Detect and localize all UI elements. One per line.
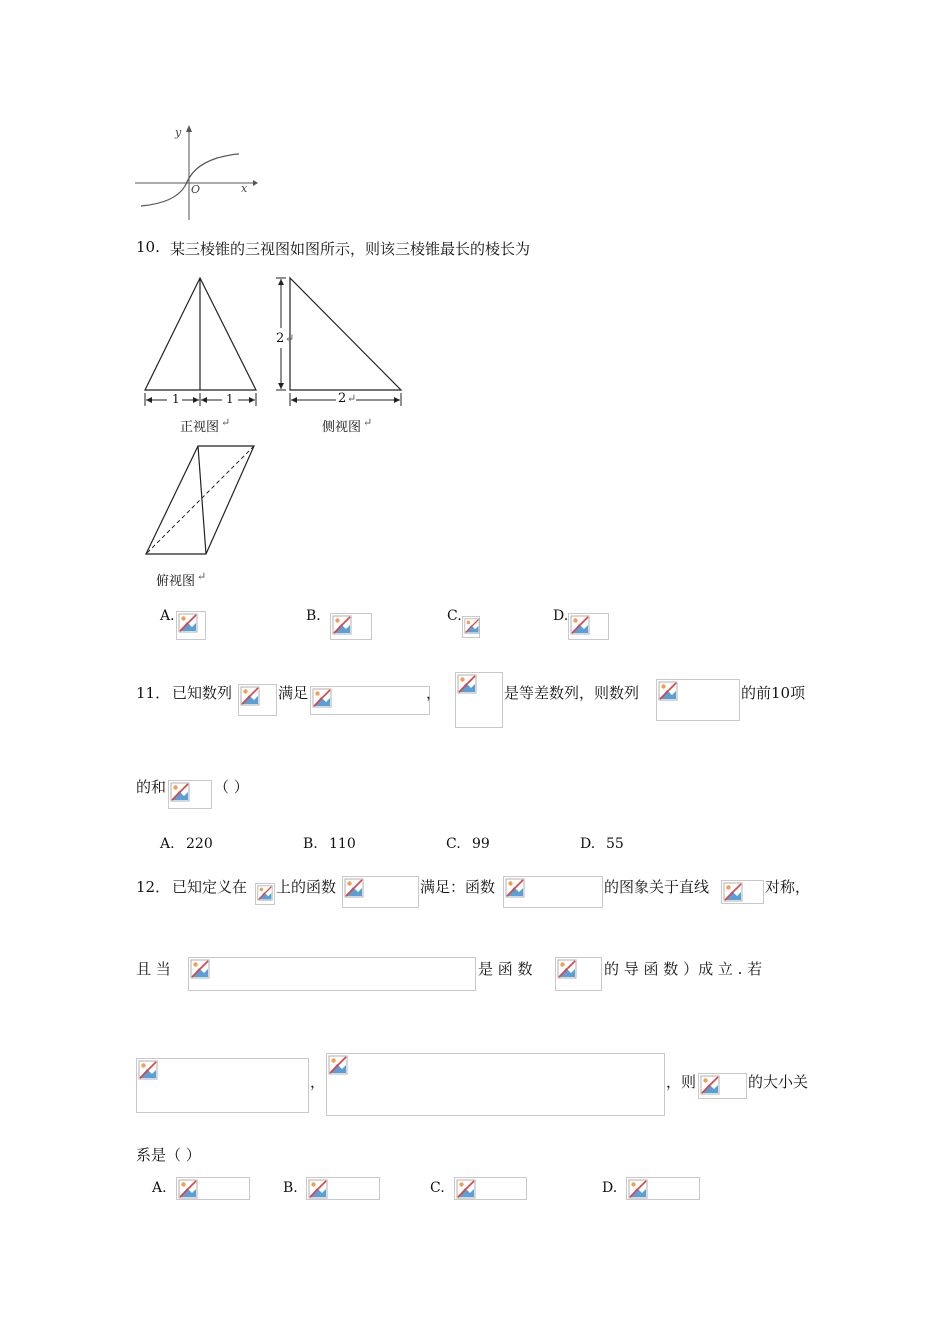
q11-option-d-label: D. [580,836,596,852]
q11-answer-paren: （ ） [214,778,249,796]
broken-image-icon [456,1179,476,1199]
q12-line2-text-3: 的 导 函 数 ）成 立 . 若 [604,960,763,978]
q12-option-a-label: A. [152,1180,167,1196]
q12-option-c-image [454,1177,527,1200]
return-mark: ↵ [363,416,373,429]
q10-option-d-image [568,613,609,640]
q12-formula-image-4 [721,880,764,904]
q10-option-b-label: B. [306,608,321,624]
broken-image-icon [344,878,364,898]
broken-image-icon [700,1075,720,1095]
broken-image-icon [190,959,210,979]
graph-x-label: x [241,182,248,195]
broken-image-icon [332,615,352,635]
q11-option-b-value: 110 [329,836,356,852]
q11-option-a-value: 220 [186,836,213,852]
broken-image-icon [240,686,260,706]
q11-number: 11． [136,684,171,702]
q12-option-b-label: B. [283,1180,298,1196]
graph-origin-label: O [191,183,201,196]
q12-size-relation: 的大小关 [748,1073,809,1091]
side-view-dim-base: 2 [338,391,347,406]
q10-option-b-image [330,613,372,640]
q10-option-a-image [176,611,206,640]
q12-option-c-label: C. [430,1180,445,1196]
q11-formula-image-4 [656,679,740,721]
q12-formula-image-6 [555,957,602,991]
q10-option-a-label: A. [160,608,175,624]
q12-option-b-image [306,1177,380,1200]
q12-line4: 系是（ ） [136,1146,201,1164]
side-view-label: 侧视图 [322,420,362,435]
broken-image-icon [557,959,577,979]
q11-formula-image-3 [455,672,503,728]
q12-formula-image-1 [255,883,275,905]
broken-image-icon [505,878,525,898]
q10-option-c-image [462,616,480,638]
broken-image-icon [457,674,477,694]
q12-line2-text-1: 且 当 [136,960,171,978]
broken-image-icon [178,1179,198,1199]
q12-text-1: 已知定义在 [172,878,248,896]
broken-image-icon [658,681,678,701]
q10-option-d-label: D. [553,608,569,624]
broken-image-icon [328,1055,348,1075]
q11-option-c-value: 99 [472,836,490,852]
return-mark: ↵ [221,416,231,429]
broken-image-icon [464,618,480,634]
q10-stem: 某三棱锥的三视图如图所示，则该三棱锥最长的棱长为 [170,240,531,258]
q11-formula-image-2 [310,686,430,715]
front-view-figure [140,274,265,410]
q11-text-5: 的和 [136,778,167,796]
front-view-dim-left: 1 [172,392,180,406]
q11-option-c-label: C. [446,836,461,852]
broken-image-icon [138,1060,158,1080]
q10-number: 10. [136,238,160,256]
q12-comma: ， [310,1073,326,1091]
top-view-label: 俯视图 [156,574,196,589]
q12-formula-image-9 [698,1073,747,1099]
q11-formula-image-1 [238,684,277,716]
broken-image-icon [723,882,743,902]
q12-formula-image-7 [136,1058,309,1113]
q11-text-2: 满足 [278,684,309,702]
front-view-label: 正视图 [180,420,220,435]
q12-line2-text-2: 是 函 数 [478,960,533,978]
broken-image-icon [178,613,198,633]
q12-option-d-image [626,1177,700,1200]
q11-option-b-label: B. [303,836,318,852]
q12-then: ，则 [666,1073,697,1091]
q10-option-c-label: C. [447,608,462,624]
q12-text-4: 的图象关于直线 [604,878,710,896]
q12-formula-image-5 [188,957,476,991]
q11-text-4: 的前10项 [741,684,806,702]
graph-y-label: y [175,126,182,139]
q11-formula-image-5 [168,780,212,809]
top-view-figure [140,442,260,560]
broken-image-icon [257,885,273,901]
side-view-dim-height: 2 [276,331,285,346]
function-graph [133,120,258,222]
broken-image-icon [308,1179,328,1199]
q12-text-3: 满足：函数 [420,878,496,896]
q12-option-a-image [176,1177,250,1200]
broken-image-icon [312,688,332,708]
q11-text-1: 已知数列 [172,684,233,702]
return-mark: ↵ [285,332,295,345]
return-mark: ↵ [347,392,357,405]
broken-image-icon [570,615,590,635]
q12-formula-image-8 [326,1053,665,1116]
q12-option-d-label: D. [602,1180,618,1196]
broken-image-icon [628,1179,648,1199]
q11-option-a-label: A. [160,836,175,852]
q12-formula-image-2 [342,876,419,908]
q12-number: 12． [136,878,171,896]
return-mark: ↵ [197,570,207,583]
front-view-dim-right: 1 [226,392,234,406]
q11-comma: ， [426,684,442,702]
q12-text-2: 上的函数 [276,878,337,896]
q12-text-5: 对称， [765,878,811,896]
q11-text-3: 是等差数列，则数列 [504,684,640,702]
q11-option-d-value: 55 [606,836,624,852]
broken-image-icon [170,782,190,802]
q12-formula-image-3 [503,876,603,908]
